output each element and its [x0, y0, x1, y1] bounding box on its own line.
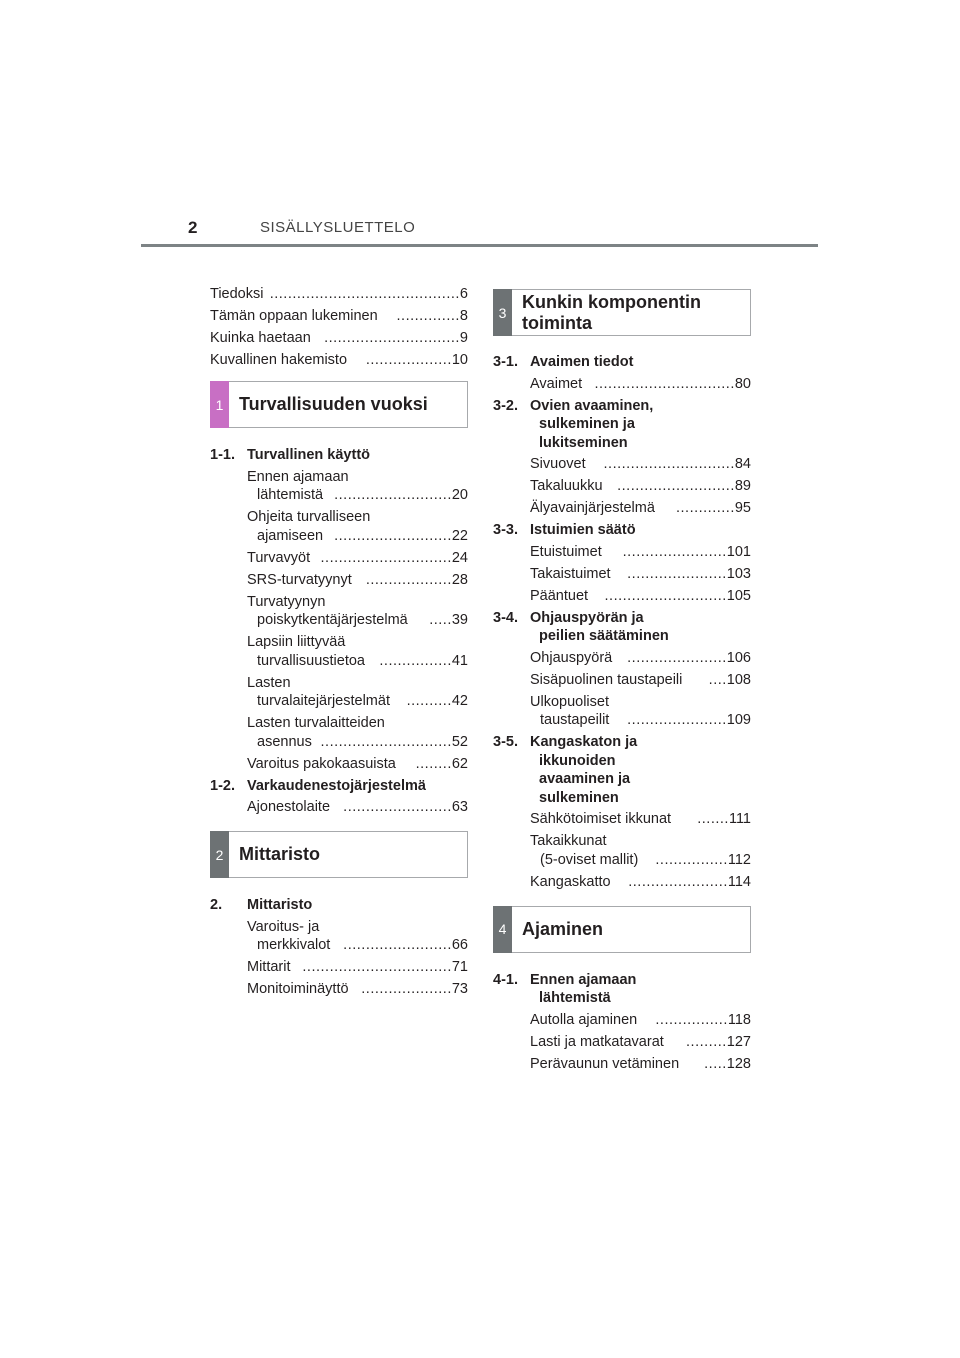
section-title-line: ikkunoiden: [539, 752, 616, 769]
page-number-ref: 80: [734, 375, 751, 392]
dot-leader: ..........................: [334, 487, 452, 503]
page-reference: [334, 527, 468, 546]
chapter-1-tab: 1: [210, 381, 229, 428]
entry-label: Pääntuet: [530, 587, 589, 604]
entry-label-continued: turvallisuustietoa: [257, 652, 365, 669]
section-4-1-heading[interactable]: [493, 971, 751, 1008]
page-reference: [334, 486, 468, 505]
dot-leader: .............: [675, 500, 735, 516]
page-number-ref: 10: [451, 352, 468, 368]
dot-leader: ........................: [343, 937, 452, 953]
entry-label-continued: poiskytkentäjärjestelmä: [257, 612, 408, 628]
page-reference: [416, 755, 468, 774]
toc-entry[interactable]: [247, 633, 468, 670]
entry-label: Takaluukku: [530, 478, 603, 494]
page-number: 2: [188, 218, 198, 237]
dot-leader: .......................: [622, 543, 727, 560]
page-reference: [605, 587, 751, 606]
entry-label-continued: (5-oviset mallit): [540, 851, 639, 868]
page-reference: [366, 351, 468, 370]
section-title-line: lähtemistä: [539, 990, 611, 1006]
section-title-line: Ovien avaaminen,: [530, 397, 654, 414]
section-number: 3-5.: [493, 734, 518, 750]
entry-label: Mittarit: [247, 959, 291, 975]
chapter-1-box[interactable]: [210, 381, 468, 428]
dot-leader: ...............................: [594, 375, 735, 392]
entry-label: Turvatyynyn: [247, 593, 326, 610]
page-number-ref: 52: [451, 733, 468, 750]
page-reference: [686, 1033, 751, 1052]
page-reference: [343, 936, 468, 955]
section-number: 1-2.: [210, 777, 235, 794]
dot-leader: ..............: [396, 308, 460, 324]
toc-entry[interactable]: [247, 593, 468, 630]
entry-label: Tiedoksi: [210, 286, 264, 302]
toc-entry[interactable]: [530, 693, 751, 730]
entry-label: Kangaskatto: [530, 873, 611, 890]
page-reference: [379, 652, 468, 671]
chapter-1-title: Turvallisuuden vuoksi: [239, 394, 428, 414]
page-number-ref: 111: [728, 811, 751, 827]
page-reference: [343, 798, 468, 817]
page-number-ref: 8: [459, 308, 468, 324]
page-number-ref: 71: [451, 959, 468, 975]
section-title-line: sulkeminen: [539, 789, 619, 806]
toc-entry[interactable]: [210, 351, 468, 370]
page-reference: [397, 307, 468, 326]
dot-leader: .............................: [320, 549, 452, 566]
section-number: 3-1.: [493, 354, 518, 370]
page-reference: [623, 543, 751, 562]
dot-leader: ......................: [627, 649, 727, 666]
section-title: [530, 733, 751, 807]
dot-leader: .........: [686, 1033, 727, 1050]
toc-entry[interactable]: [247, 468, 468, 505]
entry-label: Varoitus- ja: [247, 918, 320, 935]
page-number-ref: 73: [451, 981, 468, 997]
entry-label: Sähkötoimiset ikkunat: [530, 811, 672, 827]
page-number-ref: 108: [726, 671, 751, 688]
toc-entry[interactable]: [530, 810, 751, 829]
toc-entry[interactable]: [247, 714, 468, 751]
page-reference: [321, 549, 468, 568]
header-rule: [141, 244, 818, 247]
left-column: [210, 285, 468, 1002]
dot-leader: ....................: [361, 981, 452, 997]
section-number: 2.: [210, 897, 223, 913]
entry-label: Sisäpuolinen taustapeili: [530, 671, 683, 688]
section-3-1-heading[interactable]: [493, 353, 751, 372]
entry-label: Lasti ja matkatavarat: [530, 1033, 664, 1050]
entry-label-continued: ajamiseen: [257, 527, 324, 544]
entry-label-continued: merkkivalot: [257, 937, 331, 953]
chapter-2-box[interactable]: [210, 831, 468, 878]
dot-leader: ...................: [365, 352, 452, 368]
page-reference: [704, 1055, 751, 1074]
page-reference: [627, 565, 751, 584]
page-number-ref: 118: [727, 1011, 751, 1028]
section-title: Istuimien säätö: [530, 522, 636, 538]
page-number-ref: 103: [726, 565, 751, 582]
entry-label: Ajonestolaite: [247, 799, 331, 815]
toc-entry[interactable]: [210, 329, 468, 348]
chapter-4-title: Ajaminen: [522, 918, 604, 939]
section-title-line: sulkeminen ja: [539, 416, 635, 432]
entry-label: Perävaunun vetäminen: [530, 1055, 680, 1072]
entry-label: Ohjauspyörä: [530, 649, 613, 666]
section-1-1-items: [210, 468, 468, 774]
toc-entry[interactable]: [530, 543, 751, 562]
section-title: [530, 971, 751, 1008]
toc-entry[interactable]: [247, 755, 468, 774]
section-title: Varkaudenestojärjestelmä: [247, 777, 426, 794]
section-title-line: avaaminen ja: [539, 771, 631, 787]
dot-leader: ........: [415, 755, 452, 772]
toc-entry[interactable]: [530, 1033, 751, 1052]
page-number-ref: 24: [451, 549, 468, 566]
page-reference: [324, 329, 468, 348]
section-2-items: [210, 918, 468, 999]
page-number-ref: 84: [734, 456, 751, 472]
toc-entry[interactable]: [210, 307, 468, 326]
toc-entry[interactable]: [530, 671, 751, 690]
section-1-2-heading[interactable]: [210, 777, 468, 796]
toc-entry[interactable]: [530, 873, 751, 892]
section-number: 3-4.: [493, 609, 518, 626]
dot-leader: ...........................: [604, 587, 727, 604]
dot-leader: .....: [704, 1055, 727, 1072]
toc-entry[interactable]: [530, 832, 751, 869]
page-reference: [655, 1011, 751, 1030]
section-title: Turvallinen käyttö: [247, 447, 371, 463]
page-reference: [361, 980, 468, 999]
dot-leader: ..........................: [617, 478, 735, 494]
section-1-2-items: [210, 798, 468, 817]
page-title: SISÄLLYSLUETTELO: [260, 219, 416, 236]
section-title-line: Ohjauspyörän ja: [530, 609, 644, 626]
page-reference: [655, 851, 751, 870]
chapter-3-box[interactable]: [493, 289, 751, 336]
dot-leader: ......................: [627, 565, 727, 582]
section-3-3-items: [493, 543, 751, 606]
chapter-4-box[interactable]: [493, 906, 751, 953]
page-number-ref: 114: [727, 873, 751, 890]
section-3-2-heading[interactable]: [493, 397, 751, 453]
chapter-3-tab: 3: [493, 289, 512, 336]
section-3-4-items: [493, 649, 751, 730]
page-reference: [407, 692, 468, 711]
entry-label: Tämän oppaan lukeminen: [210, 308, 378, 324]
page-number-ref: 128: [726, 1055, 751, 1072]
section-title: [530, 397, 751, 453]
dot-leader: ..........: [406, 693, 452, 709]
entry-label: Kuvallinen hakemisto: [210, 352, 348, 368]
section-title: Mittaristo: [247, 897, 313, 913]
page-number-ref: 22: [451, 527, 468, 544]
entry-label: SRS-turvatyynyt: [247, 571, 352, 588]
dot-leader: ...................: [365, 571, 452, 588]
toc-entry[interactable]: [247, 798, 468, 817]
section-3-4-heading[interactable]: [493, 609, 751, 646]
page-reference: [321, 733, 468, 752]
section-number: 1-1.: [210, 447, 235, 463]
entry-label: Lasten turvalaitteiden: [247, 715, 385, 731]
chapter-3-title: [522, 292, 701, 334]
section-title: [530, 609, 751, 646]
page-number-ref: 39: [451, 612, 468, 628]
toc-entry[interactable]: [247, 674, 468, 711]
toc-entry[interactable]: [247, 918, 468, 955]
toc-entry[interactable]: [530, 477, 751, 496]
page-reference: [429, 611, 468, 630]
page-number-ref: 66: [451, 937, 468, 953]
dot-leader: ........................: [343, 799, 452, 815]
page-number-ref: 109: [726, 712, 751, 728]
dot-leader: ................: [379, 652, 452, 669]
dot-leader: ................: [655, 1011, 728, 1028]
page-number-ref: 105: [726, 587, 751, 604]
dot-leader: ..............................: [324, 330, 460, 346]
page-number-ref: 62: [451, 755, 468, 772]
dot-leader: ....: [708, 671, 727, 688]
section-3-2-items: [493, 455, 751, 518]
section-number: 3-2.: [493, 397, 518, 414]
entry-label: Autolla ajaminen: [530, 1011, 638, 1028]
page-number-ref: 6: [459, 286, 468, 302]
entry-label: Takaistuimet: [530, 565, 611, 582]
page-reference: [594, 375, 751, 394]
section-title: Avaimen tiedot: [530, 354, 634, 370]
page-reference: [366, 571, 468, 590]
entry-label: Turvavyöt: [247, 549, 311, 566]
toc-entry[interactable]: [530, 649, 751, 668]
section-number: 3-3.: [493, 522, 518, 538]
toc-entry[interactable]: [530, 375, 751, 394]
page-number-ref: 9: [459, 330, 468, 346]
page-number-ref: 95: [734, 500, 751, 516]
page-reference: [604, 455, 751, 474]
page-number-ref: 127: [726, 1033, 751, 1050]
section-title-line: Kangaskaton ja: [530, 734, 638, 750]
toc-entry[interactable]: [210, 285, 468, 304]
entry-label: Takaikkunat: [530, 833, 607, 849]
entry-label: Sivuovet: [530, 456, 586, 472]
entry-label: Monitoiminäyttö: [247, 981, 349, 997]
page-number-ref: 20: [451, 487, 468, 503]
intro-list: [210, 285, 468, 370]
toc-entry[interactable]: [530, 455, 751, 474]
entry-label: Varoitus pakokaasuista: [247, 755, 396, 772]
page-reference: [697, 810, 751, 829]
entry-label-continued: lähtemistä: [257, 487, 324, 503]
dot-leader: ......................: [628, 873, 728, 890]
page-reference: [302, 958, 468, 977]
entry-label: Avaimet: [530, 375, 583, 392]
section-number: 4-1.: [493, 971, 518, 988]
right-column: [493, 285, 751, 1077]
page-reference: [709, 671, 751, 690]
entry-label: Lasten: [247, 674, 291, 691]
section-3-5-heading[interactable]: [493, 733, 751, 807]
chapter-4-tab: 4: [493, 906, 512, 953]
page-reference: [628, 873, 751, 892]
chapter-2-title: Mittaristo: [239, 844, 320, 864]
section-title-line: peilien säätäminen: [539, 628, 669, 644]
page-number-ref: 42: [451, 693, 468, 709]
entry-label: Lapsiin liittyvää: [247, 634, 346, 650]
dot-leader: .............................: [603, 456, 735, 472]
dot-leader: ................: [655, 851, 728, 868]
dot-leader: .......: [697, 811, 729, 827]
dot-leader: ..........................................: [269, 286, 460, 302]
section-title-line: Ennen ajamaan: [530, 971, 637, 988]
chapter-3-title-line2: toiminta: [522, 312, 592, 333]
section-title-line: lukitseminen: [539, 434, 628, 451]
entry-label: Ennen ajamaan: [247, 468, 349, 485]
page-number-ref: 41: [451, 652, 468, 669]
section-4-1-items: [493, 1011, 751, 1074]
dot-leader: .............................: [320, 733, 452, 750]
toc-entry[interactable]: [530, 587, 751, 606]
section-3-3-heading[interactable]: [493, 521, 751, 540]
page-number-ref: 101: [726, 543, 751, 560]
page-reference: [627, 649, 751, 668]
page-reference: [617, 477, 751, 496]
entry-label-continued: taustapeilit: [540, 712, 610, 728]
section-3-5-items: [493, 810, 751, 891]
toc-entry[interactable]: [247, 958, 468, 977]
entry-label-continued: asennus: [257, 733, 312, 750]
toc-entry[interactable]: [247, 549, 468, 568]
toc-entry[interactable]: [530, 1055, 751, 1074]
toc-entry[interactable]: [530, 1011, 751, 1030]
toc-entry[interactable]: [530, 499, 751, 518]
entry-label: Etuistuimet: [530, 543, 602, 560]
page-number-ref: 28: [451, 571, 468, 588]
page-number-ref: 63: [451, 799, 468, 815]
section-1-1-heading[interactable]: [210, 446, 468, 465]
section-2-heading[interactable]: [210, 896, 468, 915]
dot-leader: ......................: [627, 712, 727, 728]
page-number-ref: 89: [734, 478, 751, 494]
page-reference: [627, 711, 751, 730]
entry-label: Ohjeita turvalliseen: [247, 509, 371, 525]
dot-leader: .................................: [302, 959, 452, 975]
toc-entry[interactable]: [530, 565, 751, 584]
toc-entry[interactable]: [247, 508, 468, 545]
section-3-1-items: [493, 375, 751, 394]
toc-entry[interactable]: [247, 980, 468, 999]
page-number-ref: 106: [726, 649, 751, 666]
page-reference: [270, 285, 468, 304]
entry-label: Ulkopuoliset: [530, 693, 609, 710]
page-number-ref: 112: [727, 851, 751, 868]
toc-entry[interactable]: [247, 571, 468, 590]
entry-label: Kuinka haetaan: [210, 330, 311, 346]
dot-leader: .....: [429, 612, 452, 628]
dot-leader: ..........................: [334, 527, 452, 544]
chapter-3-title-line1: Kunkin komponentin: [522, 291, 701, 312]
chapter-2-tab: 2: [210, 831, 229, 878]
entry-label-continued: turvalaitejärjestelmät: [257, 693, 390, 709]
entry-label: Älyavainjärjestelmä: [530, 500, 655, 516]
page-reference: [676, 499, 751, 518]
